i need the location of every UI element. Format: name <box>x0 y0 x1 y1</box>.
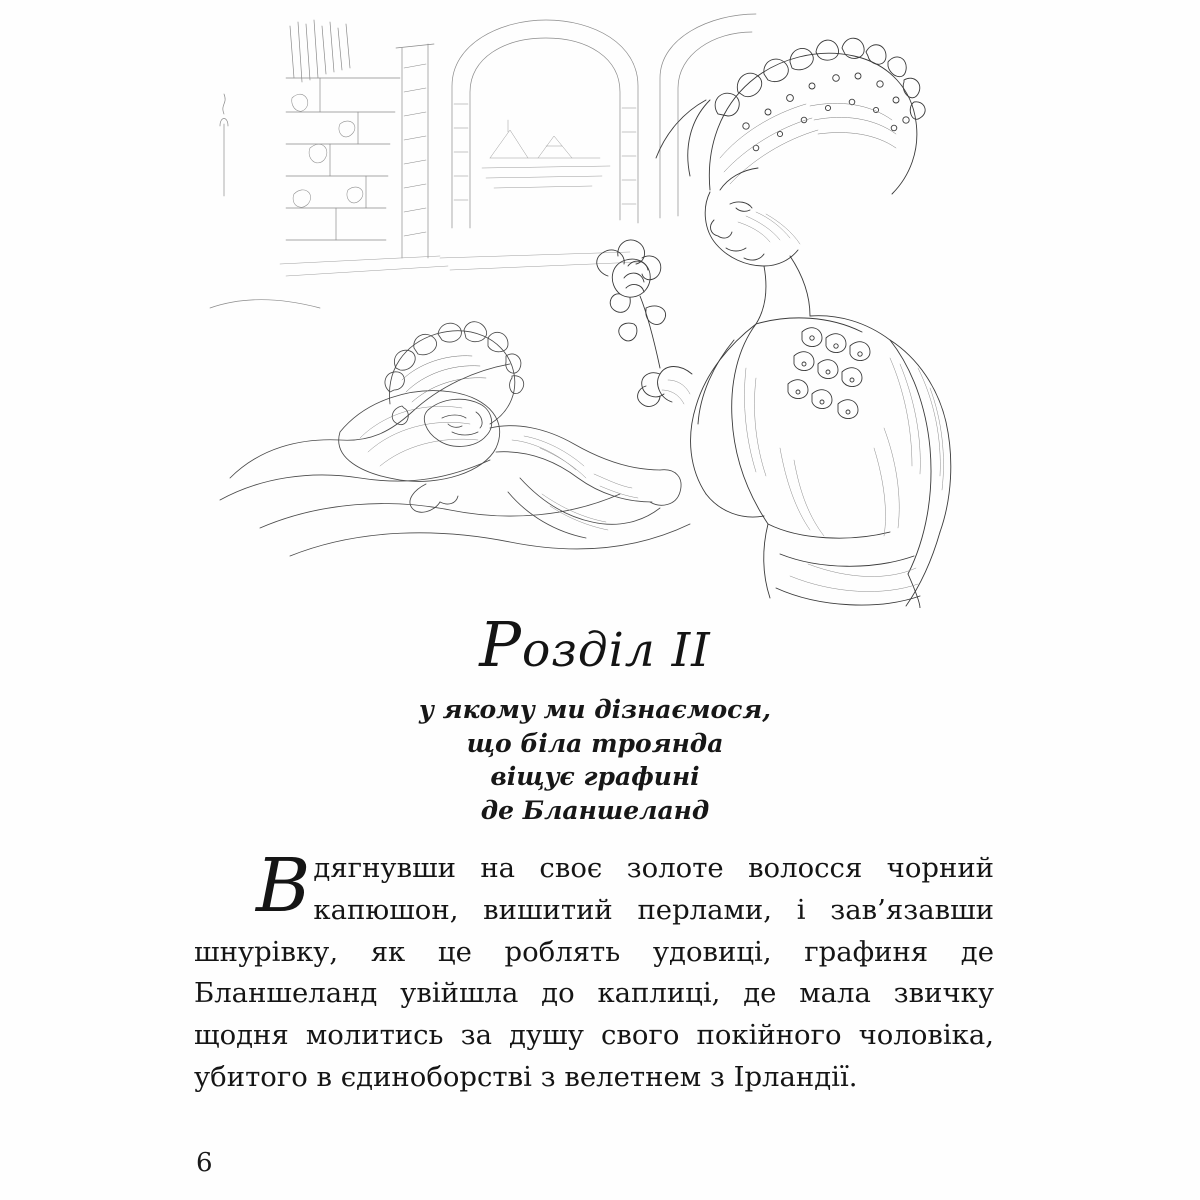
chapter-subtitle-line-3: віщує графині <box>490 762 700 792</box>
body-paragraph-text: дягнувши на своє золоте волосся чорний капюшон, вишитий перлами, і зав’язавши шнурівку, як це роблять удовиці, графиня де Бланшеланд увійшла до каплиці, де мала звичку щодня молитись за душу свого покійного чоловіка, убитого в єдиноборстві з велетнем з Ірландії. <box>194 852 994 1093</box>
chapter-subtitle-line-2: що біла троянда <box>466 728 724 758</box>
chapter-subtitle <box>190 693 1000 827</box>
drop-cap-initial: В <box>256 843 311 929</box>
chapter-subtitle-line-4: де Бланшеланд <box>480 795 710 825</box>
pen-and-ink-drawing <box>190 8 990 608</box>
chapter-title-initial: Р <box>479 608 522 681</box>
chapter-title <box>190 608 1000 681</box>
page-number: 6 <box>196 1148 213 1178</box>
body-paragraph <box>194 843 994 1099</box>
chapter-subtitle-line-1: у якому ми дізнаємося, <box>419 695 771 725</box>
chapter-heading-block <box>190 608 1000 827</box>
chapter-title-rest: озділ II <box>521 623 711 678</box>
